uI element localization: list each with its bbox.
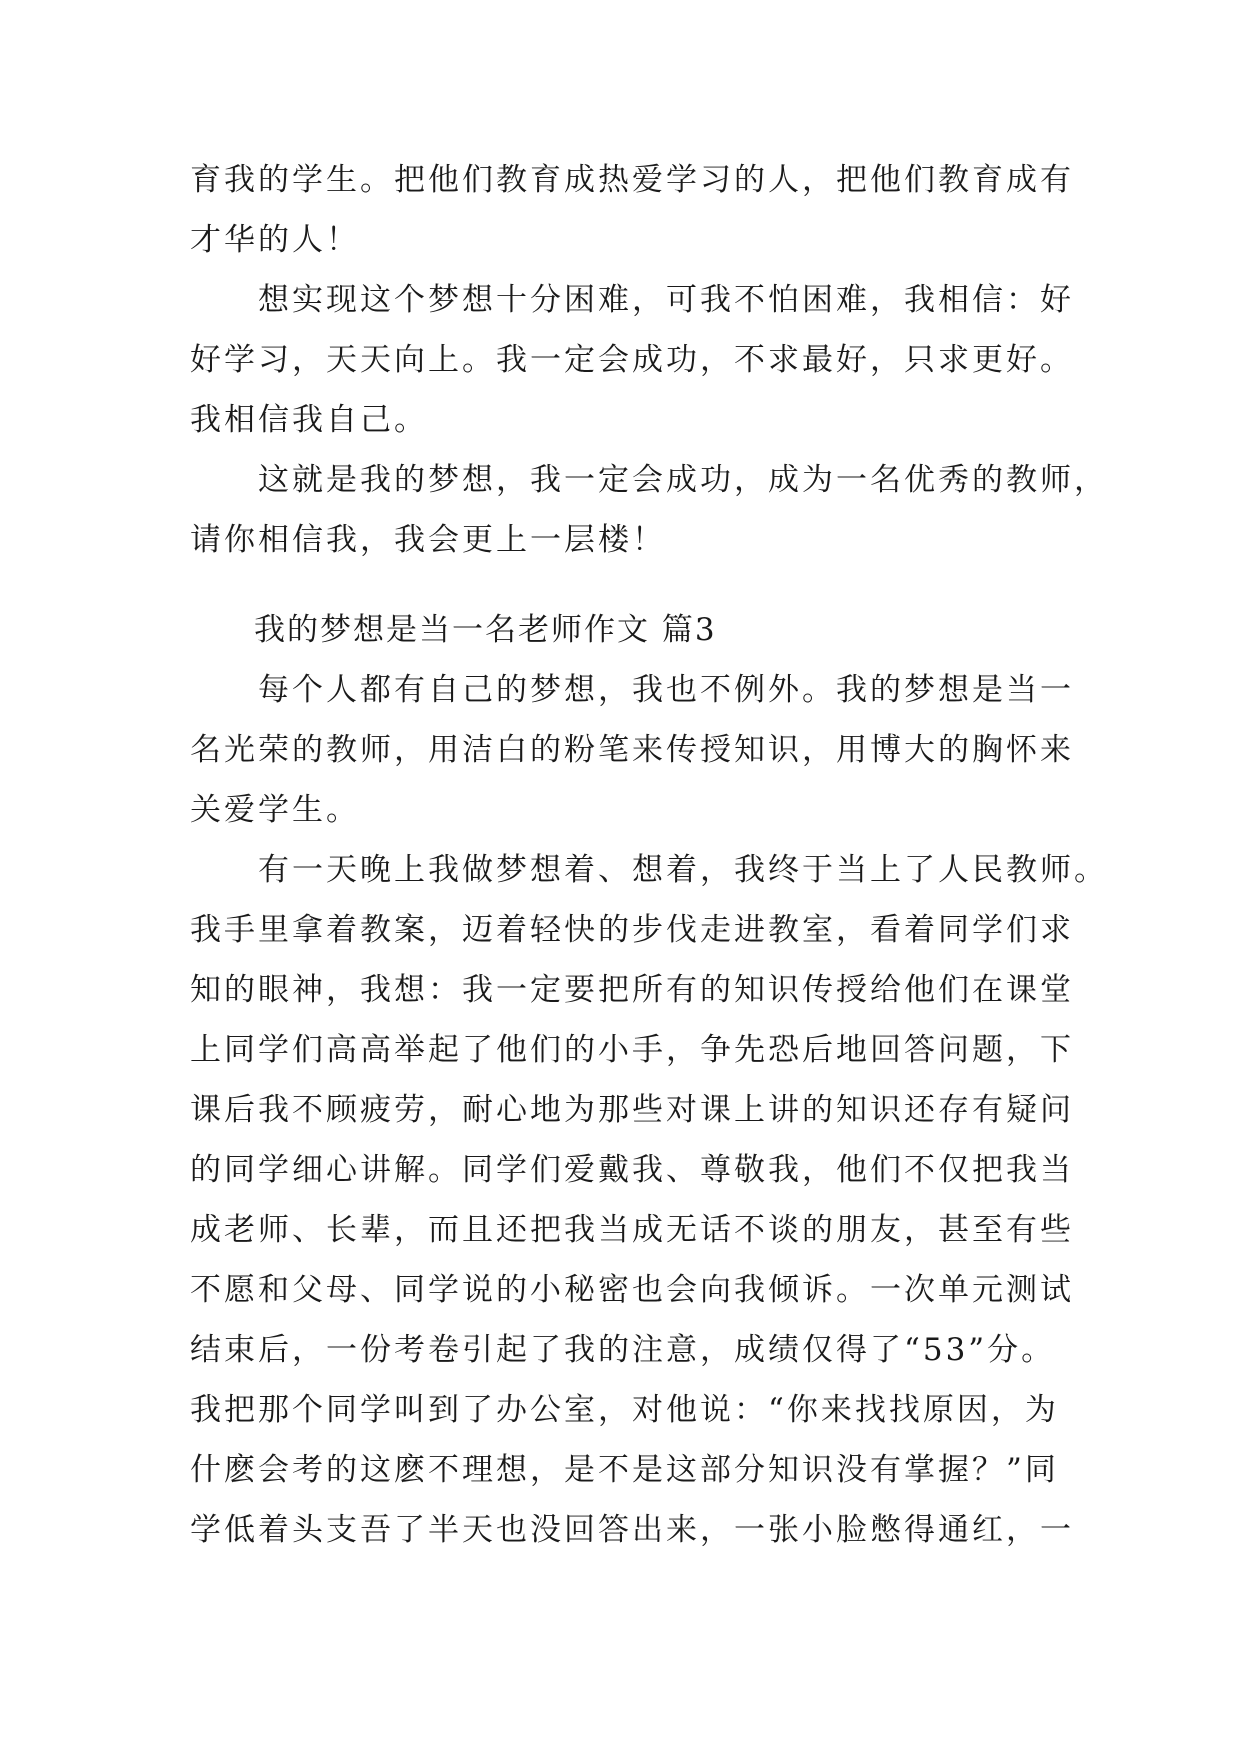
text-line: 的同学细心讲解。同学们爱戴我、尊敬我，他们不仅把我当: [190, 1152, 1074, 1188]
text-line: 想实现这个梦想十分困难，可我不怕困难，我相信：好: [190, 282, 1074, 318]
text-line: 我把那个同学叫到了办公室，对他说：“你来找找原因，为: [190, 1392, 1059, 1428]
text-line: 上同学们高高举起了他们的小手，争先恐后地回答问题，下: [190, 1032, 1074, 1068]
text-line: 我手里拿着教案，迈着轻快的步伐走进教室，看着同学们求: [190, 912, 1074, 948]
section-heading: 我的梦想是当一名老师作文 篇3: [254, 612, 717, 648]
text-line: 成老师、长辈，而且还把我当成无话不谈的朋友，甚至有些: [190, 1212, 1074, 1248]
body-text-section-a: [190, 150, 1108, 570]
text-line: 育我的学生。把他们教育成热爱学习的人，把他们教育成有: [190, 162, 1074, 198]
text-line: 我相信我自己。: [190, 402, 428, 438]
text-line: 课后我不顾疲劳，耐心地为那些对课上讲的知识还存有疑问: [190, 1092, 1074, 1128]
text-line: 名光荣的教师，用洁白的粉笔来传授知识，用博大的胸怀来: [190, 732, 1074, 768]
text-line: 不愿和父母、同学说的小秘密也会向我倾诉。一次单元测试: [190, 1272, 1074, 1308]
text-line: 每个人都有自己的梦想，我也不例外。我的梦想是当一: [190, 672, 1074, 708]
body-text-section-b: [190, 660, 1108, 1560]
text-line: 知的眼神，我想：我一定要把所有的知识传授给他们在课堂: [190, 972, 1074, 1008]
text-line: 什麽会考的这麽不理想，是不是这部分知识没有掌握？”同: [190, 1452, 1059, 1488]
text-line: 关爱学生。: [190, 792, 360, 828]
text-line: 结束后，一份考卷引起了我的注意，成绩仅得了“53”分。: [190, 1332, 1056, 1368]
text-line: 才华的人！: [190, 222, 360, 258]
text-line: 有一天晚上我做梦想着、想着，我终于当上了人民教师。: [190, 852, 1108, 888]
text-line: 学低着头支吾了半天也没回答出来，一张小脸憋得通红，一: [190, 1512, 1074, 1548]
text-line: 这就是我的梦想，我一定会成功，成为一名优秀的教师，: [190, 462, 1108, 498]
text-line: 请你相信我，我会更上一层楼！: [190, 522, 666, 558]
text-line: 好学习，天天向上。我一定会成功，不求最好，只求更好。: [190, 342, 1074, 378]
